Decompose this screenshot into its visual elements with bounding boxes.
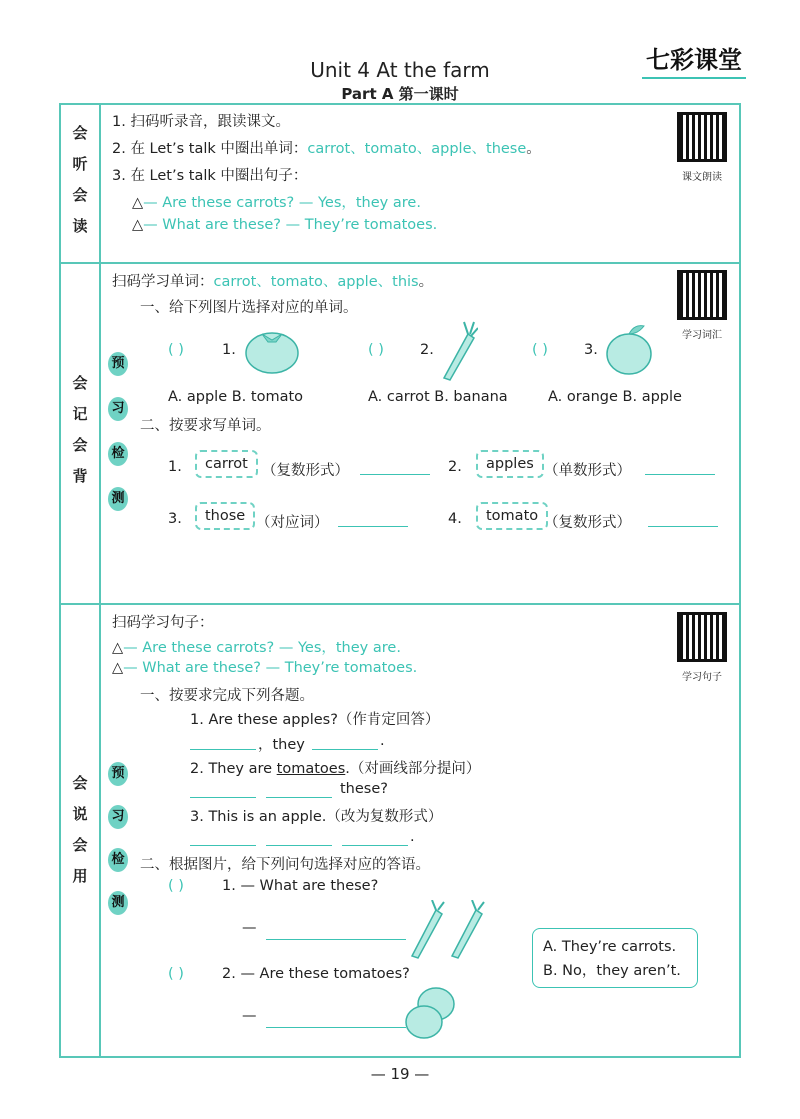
- answer-blank[interactable]: [266, 783, 332, 798]
- section-2-label: 会 记 会 背: [72, 374, 88, 485]
- answer-blank[interactable]: [342, 831, 408, 846]
- option-a: A. They’re carrots.: [543, 939, 677, 955]
- word-hint: （单数形式）: [544, 463, 631, 479]
- tomato-icon: [244, 326, 300, 374]
- word-box: tomato: [476, 502, 548, 530]
- options-2: A. carrot B. banana: [368, 389, 508, 405]
- answer-paren[interactable]: ( ): [168, 342, 184, 358]
- answer-paren[interactable]: ( ): [168, 966, 184, 982]
- apple-icon: [604, 322, 654, 376]
- qr-caption: 学习句子: [682, 672, 722, 683]
- badge-jian: 检: [108, 848, 128, 872]
- match-question-1: 1. — What are these?: [222, 878, 379, 894]
- part-1-heading: 一、按要求完成下列各题。: [140, 688, 314, 704]
- answer-paren[interactable]: ( ): [532, 342, 548, 358]
- question-1-text: ，they: [258, 737, 305, 753]
- answer-blank[interactable]: [645, 460, 715, 475]
- page-number: — 19 —: [370, 1065, 430, 1083]
- question-3: 3. This is an apple.（改为复数形式）: [190, 809, 443, 825]
- question-1-end: .: [380, 733, 385, 749]
- answer-blank[interactable]: [266, 1013, 406, 1028]
- question-3-end: .: [410, 829, 415, 845]
- potatoes-icon: [404, 986, 460, 1042]
- part-1-heading: 一、给下列图片选择对应的单词。: [140, 300, 358, 316]
- qr-code-icon[interactable]: [677, 112, 727, 162]
- item-number: 2.: [420, 342, 434, 358]
- instruction-3: 3. 在 Let’s talk 中圈出句子：: [112, 168, 308, 184]
- item-number: 3.: [168, 511, 182, 527]
- answer-blank[interactable]: [648, 512, 718, 527]
- answer-blank[interactable]: [190, 831, 256, 846]
- qr-code-icon[interactable]: [677, 270, 727, 320]
- section-3-intro: 扫码学习句子：: [112, 615, 214, 631]
- part-2-heading: 二、根据图片，给下列问句选择对应的答语。: [140, 857, 430, 873]
- sentence-2: △— What are these? — They’re tomatoes.: [112, 660, 418, 676]
- answer-blank[interactable]: [360, 460, 430, 475]
- badge-jian: 检: [108, 442, 128, 466]
- badge-ce: 测: [108, 487, 128, 511]
- sentence-2: △— What are these? — They’re tomatoes.: [132, 217, 438, 233]
- qr-code-icon[interactable]: [677, 612, 727, 662]
- page-title: Unit 4 At the farm: [310, 58, 490, 82]
- badge-xi: 习: [108, 805, 128, 829]
- answer-blank[interactable]: [190, 783, 256, 798]
- section-1-label: 会 听 会 读: [72, 124, 88, 235]
- match-question-2: 2. — Are these tomatoes?: [222, 966, 410, 982]
- word-hint: （复数形式）: [262, 463, 349, 479]
- word-hint: （对应词）: [256, 515, 329, 531]
- answer-blank[interactable]: [312, 735, 378, 750]
- sentence-1: △— Are these carrots? — Yes，they are.: [132, 195, 421, 211]
- instruction-2: 2. 在 Let’s talk 中圈出单词：carrot、tomato、apple、these。: [112, 141, 541, 157]
- item-number: 1.: [168, 459, 182, 475]
- badge-xi: 习: [108, 397, 128, 421]
- dash: —: [242, 1008, 257, 1024]
- side-column-divider: [99, 103, 101, 1058]
- sentence-1: △— Are these carrots? — Yes，they are.: [112, 640, 401, 656]
- options-1: A. apple B. tomato: [168, 389, 304, 405]
- word-box: carrot: [195, 450, 258, 478]
- item-number: 3.: [584, 342, 598, 358]
- carrots-icon: [404, 900, 488, 962]
- answer-blank[interactable]: [266, 831, 332, 846]
- worksheet-frame: [59, 103, 741, 1058]
- option-b: B. No，they aren’t.: [543, 963, 681, 979]
- answer-paren[interactable]: ( ): [168, 878, 184, 894]
- section-divider: [59, 262, 741, 264]
- question-2-end: these?: [340, 781, 388, 797]
- options-3: A. orange B. apple: [548, 389, 682, 405]
- item-number: 2.: [448, 459, 462, 475]
- carrot-icon: [438, 320, 478, 382]
- answer-options-box: [532, 928, 698, 988]
- answer-blank[interactable]: [338, 512, 408, 527]
- answer-paren[interactable]: ( ): [368, 342, 384, 358]
- question-2: 2. They are tomatoes.（对画线部分提问）: [190, 761, 481, 777]
- badge-ce: 测: [108, 891, 128, 915]
- answer-blank[interactable]: [266, 925, 406, 940]
- badge-yu: 预: [108, 762, 128, 786]
- word-hint: （复数形式）: [544, 515, 631, 531]
- word-box: those: [195, 502, 255, 530]
- part-2-heading: 二、按要求写单词。: [140, 418, 271, 434]
- answer-blank[interactable]: [190, 735, 256, 750]
- instruction-1: 1. 扫码听录音，跟读课文。: [112, 114, 290, 130]
- item-number: 4.: [448, 511, 462, 527]
- section-divider: [59, 603, 741, 605]
- word-box: apples: [476, 450, 544, 478]
- section-2-intro: 扫码学习单词：carrot、tomato、apple、this。: [112, 274, 434, 290]
- qr-caption: 课文朗读: [682, 172, 722, 183]
- page-subtitle: Part A 第一课时: [341, 85, 459, 103]
- item-number: 1.: [222, 342, 236, 358]
- brand-logo: 七彩课堂: [646, 40, 742, 75]
- question-1: 1. Are these apples?（作肯定回答）: [190, 712, 440, 728]
- section-3-label: 会 说 会 用: [72, 774, 88, 885]
- badge-yu: 预: [108, 352, 128, 376]
- dash: —: [242, 920, 257, 936]
- qr-caption: 学习词汇: [682, 330, 722, 341]
